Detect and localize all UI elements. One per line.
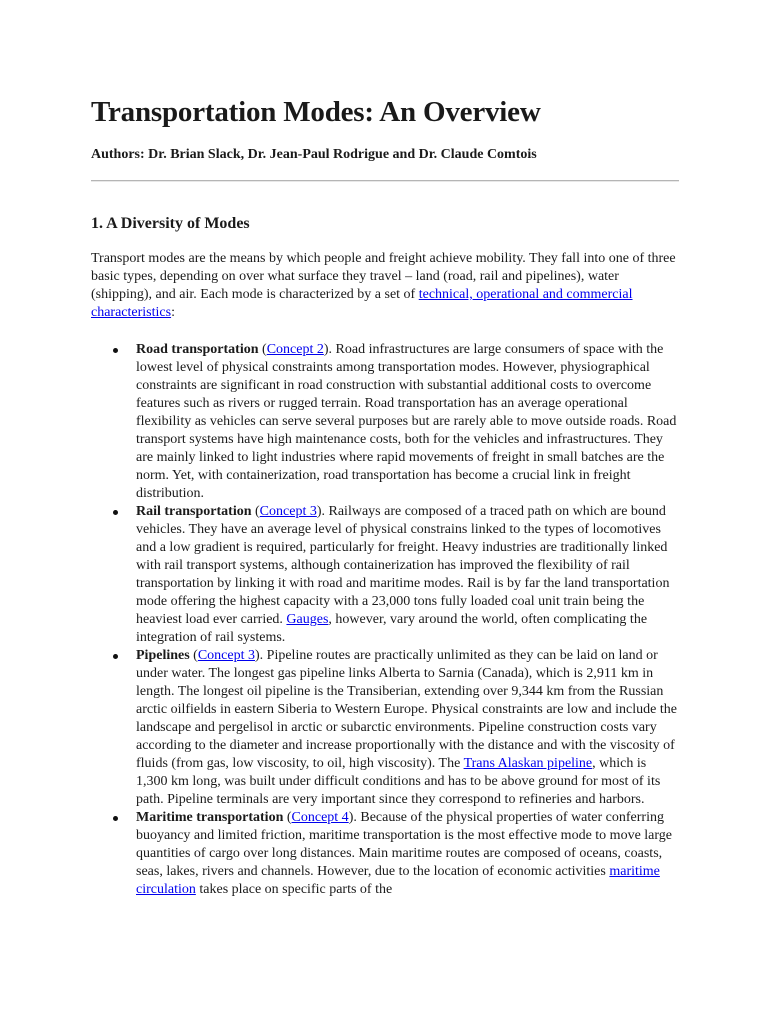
maritime-circulation-link[interactable]: maritime circulation [136,864,660,897]
concept-2-link[interactable]: Concept 2 [266,342,324,357]
concept-3-link[interactable]: Concept 3 [259,504,317,519]
mode-description: Road infrastructures are large consumers of space with the lowest level of physical constraints among transportation modes. However, physiographical constraints are significant in road construction with substantial additional costs to overcome features such as rivers or rugged terrain. Road transportation has an average operational flexibility as vehicles can serve several purposes but are rarely able to move outside roads. Road transport systems have high maintenance costs, both for the vehicles and infrastructures. They are mainly linked to light industries where rapid movements of freight in small batches are the norm. Yet, with containerization, road transportation has become a crucial link in freight distribution. [136,342,677,501]
mode-name: Maritime transportation [136,810,284,825]
mode-description-end: , however, vary around the world, often complicating the integration of rail systems. [136,612,648,645]
mode-name: Rail transportation [136,504,252,519]
paren-open: ( [251,504,260,519]
mode-name: Pipelines [136,648,190,663]
mode-name: Road transportation [136,342,259,357]
paren-open: ( [258,342,267,357]
modes-list [91,341,679,899]
list-item-road [91,341,679,503]
authors-line: Authors: Dr. Brian Slack, Dr. Jean-Paul Rodrigue and Dr. Claude Comtois [91,147,537,162]
concept-3-link[interactable]: Concept 3 [197,648,255,663]
mode-description-end: takes place on specific parts of the [195,882,393,897]
intro-text-end: : [171,305,175,320]
list-item-pipelines [91,647,679,809]
mode-description-end: , which is 1,300 km long, was built under difficult conditions and has to be above ground for most of its path. Pipeline terminals are very important since they correspond to refineries and harbors. [136,756,661,807]
paren-close: ). [255,648,267,663]
mode-description: Pipeline routes are practically unlimited as they can be laid on land or under water. The longest gas pipeline links Alberta to Sarnia (Canada), which is 2,911 km in length. The longest oil pipeline is the Transiberian, extending over 9,344 km from the Russian arctic oilfields in eastern Siberia to Western Europe. Physical constraints are low and include the landscape and pergelisol in arctic or subarctic environments. Pipeline construction costs vary according to the diameter and increase proportionally with the distance and with the viscosity of fluids (from gas, low viscosity, to oil, high viscosity). The [136,648,677,771]
characteristics-link[interactable]: technical, operational and commercial characteristics [91,287,633,320]
concept-4-link[interactable]: Concept 4 [291,810,349,825]
gauges-link[interactable]: Gauges [286,612,329,627]
mode-description: Because of the physical properties of water conferring buoyancy and limited friction, maritime transportation is the most effective mode to move large quantities of cargo over long distances. Main maritime routes are composed of oceans, coasts, seas, lakes, rivers and channels. However, due to the location of economic activities [136,810,673,879]
intro-text: Transport modes are the means by which people and freight achieve mobility. They fall into one of three basic types, depending on over what surface they travel – land (road, rail and pipelines), water (shipping), and air. Each mode is characterized by a set of [91,251,676,302]
trans-alaskan-pipeline-link[interactable]: Trans Alaskan pipeline [463,756,593,771]
mode-description: Railways are composed of a traced path on which are bound vehicles. They have an average level of physical constrains linked to the types of locomotives and a low gradient is required, particularly for freight. Heavy industries are traditionally linked with rail transport systems, although containerization has improved the flexibility of rail transportation by linking it with road and maritime modes. Rail is by far the land transportation mode offering the highest capacity with a 23,000 tons fully loaded coal unit train being the heaviest load ever carried. [136,504,670,627]
paren-close: ). [323,342,336,357]
paren-close: ). [348,810,361,825]
paren-open: ( [283,810,292,825]
document-content [91,94,681,899]
paren-close: ). [316,504,329,519]
divider [91,180,679,182]
list-item-maritime [91,809,679,899]
page-title: Transportation Modes: An Overview [91,96,541,128]
intro-paragraph [91,250,681,322]
list-item-rail [91,503,679,647]
paren-open: ( [189,648,198,663]
section-heading: 1. A Diversity of Modes [91,215,250,232]
